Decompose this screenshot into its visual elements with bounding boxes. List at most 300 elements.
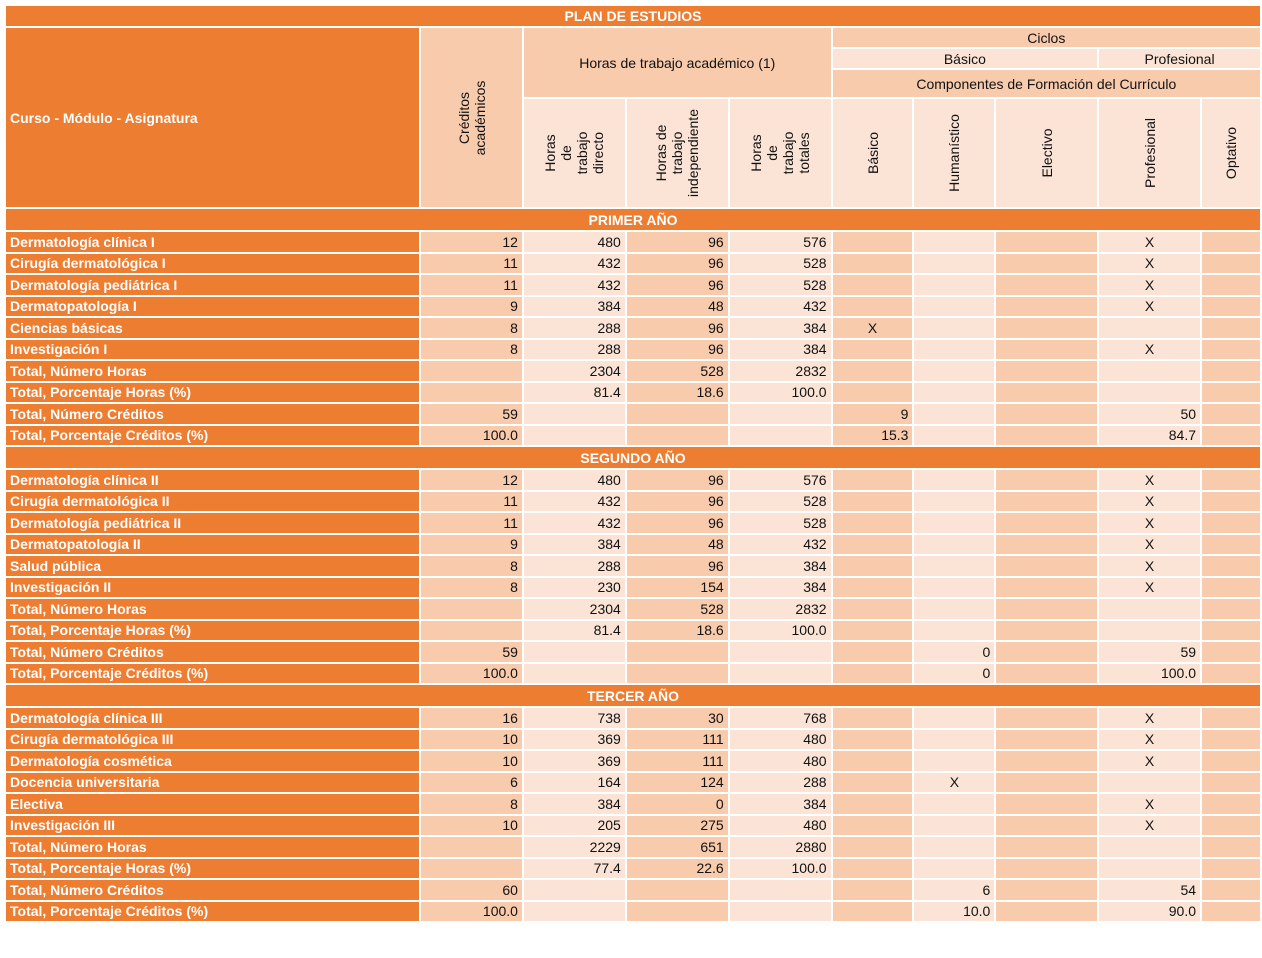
- table-row: [6, 340, 1260, 360]
- table-row: [6, 794, 1260, 814]
- table-cell: 50: [1099, 404, 1200, 424]
- table-cell: [996, 642, 1097, 662]
- subject-label: Cirugía dermatológica I: [6, 254, 419, 274]
- table-cell: [996, 492, 1097, 512]
- study-plan-container: [4, 4, 1262, 923]
- table-cell: [1202, 361, 1260, 381]
- table-cell: [914, 859, 994, 879]
- table-cell: 480: [730, 816, 831, 836]
- subject-label: Dermatopatología II: [6, 535, 419, 555]
- table-cell: [1202, 773, 1260, 793]
- table-cell: 100.0: [730, 383, 831, 403]
- table-cell: 11: [421, 513, 522, 533]
- table-cell: [833, 513, 913, 533]
- table-row: [6, 837, 1260, 857]
- table-cell: 432: [524, 254, 625, 274]
- table-cell: [421, 859, 522, 879]
- table-cell: [914, 426, 994, 446]
- table-cell: [833, 621, 913, 641]
- subject-label: Investigación III: [6, 816, 419, 836]
- table-cell: [996, 232, 1097, 252]
- table-cell: 60: [421, 880, 522, 900]
- table-cell: [833, 254, 913, 274]
- table-cell: [996, 794, 1097, 814]
- subject-label: Salud pública: [6, 556, 419, 576]
- table-cell: [1202, 578, 1260, 598]
- table-cell: [996, 621, 1097, 641]
- table-cell: [833, 859, 913, 879]
- table-cell: [730, 880, 831, 900]
- table-cell: [833, 837, 913, 857]
- table-cell: 9: [421, 297, 522, 317]
- table-cell: 96: [627, 556, 728, 576]
- table-cell: X: [1099, 254, 1200, 274]
- table-cell: 96: [627, 470, 728, 490]
- table-cell: 288: [730, 773, 831, 793]
- table-cell: [1202, 816, 1260, 836]
- subject-label: Dermatología pediátrica I: [6, 275, 419, 295]
- subject-label: Dermatología clínica I: [6, 232, 419, 252]
- table-cell: [914, 404, 994, 424]
- table-cell: 22.6: [627, 859, 728, 879]
- table-row: [6, 556, 1260, 576]
- table-cell: [730, 664, 831, 684]
- table-cell: 384: [730, 794, 831, 814]
- table-cell: 30: [627, 708, 728, 728]
- table-cell: [1202, 492, 1260, 512]
- table-cell: 0: [914, 642, 994, 662]
- table-cell: 59: [1099, 642, 1200, 662]
- table-cell: [914, 232, 994, 252]
- table-cell: X: [833, 318, 913, 338]
- table-cell: 96: [627, 340, 728, 360]
- cycle-professional-header: Profesional: [1099, 49, 1260, 68]
- table-cell: 2229: [524, 837, 625, 857]
- table-row: [6, 642, 1260, 662]
- hours-direct-header: Horas de trabajo directo: [524, 99, 625, 207]
- table-cell: [1202, 254, 1260, 274]
- table-cell: 384: [524, 794, 625, 814]
- table-cell: [833, 232, 913, 252]
- table-cell: [627, 664, 728, 684]
- table-cell: 6: [914, 880, 994, 900]
- table-cell: [627, 426, 728, 446]
- table-cell: X: [1099, 794, 1200, 814]
- table-cell: 528: [627, 599, 728, 619]
- table-cell: [833, 794, 913, 814]
- table-cell: [524, 642, 625, 662]
- subject-label: Electiva: [6, 794, 419, 814]
- table-cell: 10: [421, 816, 522, 836]
- table-cell: 528: [730, 254, 831, 274]
- section-title: PRIMER AÑO: [6, 209, 1260, 230]
- table-row: [6, 535, 1260, 555]
- table-row: [6, 816, 1260, 836]
- table-cell: 576: [730, 470, 831, 490]
- table-cell: 96: [627, 232, 728, 252]
- table-cell: [833, 902, 913, 922]
- table-cell: [1202, 318, 1260, 338]
- table-cell: 480: [524, 232, 625, 252]
- table-cell: 6: [421, 773, 522, 793]
- study-plan-body: [6, 6, 1260, 921]
- section-header-row: [6, 685, 1260, 706]
- table-cell: [833, 297, 913, 317]
- table-cell: 12: [421, 470, 522, 490]
- table-cell: X: [1099, 275, 1200, 295]
- table-cell: 480: [524, 470, 625, 490]
- table-cell: 48: [627, 535, 728, 555]
- table-cell: [996, 383, 1097, 403]
- component-optional-header: Optativo: [1202, 99, 1260, 207]
- table-cell: 11: [421, 254, 522, 274]
- table-cell: [833, 361, 913, 381]
- table-cell: [996, 730, 1097, 750]
- table-cell: X: [1099, 730, 1200, 750]
- table-cell: 100.0: [730, 859, 831, 879]
- subject-label: Docencia universitaria: [6, 773, 419, 793]
- table-row: [6, 361, 1260, 381]
- table-cell: 384: [524, 297, 625, 317]
- component-basic-header: Básico: [833, 99, 913, 207]
- table-row: [6, 470, 1260, 490]
- table-cell: [833, 816, 913, 836]
- table-cell: 2304: [524, 599, 625, 619]
- table-cell: X: [1099, 470, 1200, 490]
- table-cell: [914, 556, 994, 576]
- table-row: [6, 773, 1260, 793]
- subject-label: Total, Porcentaje Créditos (%): [6, 902, 419, 922]
- table-cell: [421, 361, 522, 381]
- table-cell: [833, 751, 913, 771]
- table-cell: [914, 470, 994, 490]
- subject-label: Dermatología clínica III: [6, 708, 419, 728]
- table-cell: 432: [524, 275, 625, 295]
- table-cell: [1202, 383, 1260, 403]
- table-row: [6, 318, 1260, 338]
- component-elective-header: Electivo: [996, 99, 1097, 207]
- table-cell: [1202, 837, 1260, 857]
- table-cell: 81.4: [524, 383, 625, 403]
- subject-label: Total, Porcentaje Horas (%): [6, 383, 419, 403]
- table-cell: [833, 340, 913, 360]
- table-cell: [1202, 556, 1260, 576]
- table-cell: 528: [730, 513, 831, 533]
- table-row: [6, 426, 1260, 446]
- table-cell: [1202, 426, 1260, 446]
- table-cell: [421, 599, 522, 619]
- table-cell: [1202, 642, 1260, 662]
- subject-label: Cirugía dermatológica II: [6, 492, 419, 512]
- course-header: Curso - Módulo - Asignatura: [6, 28, 419, 207]
- table-cell: [1099, 318, 1200, 338]
- table-row: [6, 664, 1260, 684]
- table-cell: 432: [730, 535, 831, 555]
- table-cell: [996, 361, 1097, 381]
- table-cell: [1202, 470, 1260, 490]
- table-row: [6, 751, 1260, 771]
- table-cell: [833, 470, 913, 490]
- table-cell: 384: [730, 556, 831, 576]
- table-cell: [996, 297, 1097, 317]
- table-cell: [996, 599, 1097, 619]
- table-cell: [914, 361, 994, 381]
- table-cell: X: [1099, 297, 1200, 317]
- subject-label: Investigación I: [6, 340, 419, 360]
- subject-label: Total, Número Horas: [6, 837, 419, 857]
- table-cell: [1202, 664, 1260, 684]
- table-row: [6, 404, 1260, 424]
- table-cell: 432: [524, 492, 625, 512]
- table-cell: [1099, 859, 1200, 879]
- table-cell: 369: [524, 730, 625, 750]
- table-cell: [996, 902, 1097, 922]
- table-cell: [833, 275, 913, 295]
- table-cell: [1202, 859, 1260, 879]
- table-cell: [627, 404, 728, 424]
- table-cell: 154: [627, 578, 728, 598]
- table-cell: [730, 404, 831, 424]
- subject-label: Ciencias básicas: [6, 318, 419, 338]
- table-cell: [833, 708, 913, 728]
- cycles-header: Ciclos: [833, 28, 1260, 47]
- table-cell: 651: [627, 837, 728, 857]
- subject-label: Dermatología clínica II: [6, 470, 419, 490]
- table-cell: [730, 902, 831, 922]
- table-cell: [833, 642, 913, 662]
- table-cell: 164: [524, 773, 625, 793]
- table-cell: 8: [421, 318, 522, 338]
- table-cell: [1099, 383, 1200, 403]
- table-cell: [914, 751, 994, 771]
- table-cell: [996, 470, 1097, 490]
- table-cell: [996, 773, 1097, 793]
- table-cell: 10: [421, 730, 522, 750]
- table-cell: X: [1099, 816, 1200, 836]
- table-cell: 96: [627, 254, 728, 274]
- table-cell: [627, 880, 728, 900]
- table-cell: [1099, 621, 1200, 641]
- table-cell: [1202, 751, 1260, 771]
- table-cell: [1099, 837, 1200, 857]
- table-cell: 100.0: [421, 426, 522, 446]
- table-cell: 15.3: [833, 426, 913, 446]
- table-row: [6, 880, 1260, 900]
- table-cell: 2880: [730, 837, 831, 857]
- table-cell: [1202, 275, 1260, 295]
- table-cell: [996, 404, 1097, 424]
- table-cell: 2304: [524, 361, 625, 381]
- table-cell: [833, 773, 913, 793]
- table-cell: [996, 426, 1097, 446]
- table-cell: X: [1099, 232, 1200, 252]
- table-cell: [914, 275, 994, 295]
- table-cell: 100.0: [421, 902, 522, 922]
- table-cell: [996, 513, 1097, 533]
- table-cell: [730, 426, 831, 446]
- table-cell: [1202, 794, 1260, 814]
- table-cell: [914, 340, 994, 360]
- table-cell: 205: [524, 816, 625, 836]
- table-cell: 18.6: [627, 383, 728, 403]
- table-cell: [524, 902, 625, 922]
- table-cell: X: [1099, 556, 1200, 576]
- table-cell: 90.0: [1099, 902, 1200, 922]
- table-row: [6, 708, 1260, 728]
- table-cell: [996, 318, 1097, 338]
- table-row: [6, 599, 1260, 619]
- table-cell: 384: [730, 578, 831, 598]
- table-cell: 230: [524, 578, 625, 598]
- table-cell: [1202, 599, 1260, 619]
- table-cell: 10.0: [914, 902, 994, 922]
- table-cell: [914, 254, 994, 274]
- table-cell: 275: [627, 816, 728, 836]
- table-cell: [833, 383, 913, 403]
- subject-label: Total, Número Créditos: [6, 642, 419, 662]
- subject-label: Total, Número Horas: [6, 361, 419, 381]
- table-cell: [524, 426, 625, 446]
- hours-group-header: Horas de trabajo académico (1): [524, 28, 831, 97]
- table-cell: [1202, 404, 1260, 424]
- table-cell: X: [1099, 535, 1200, 555]
- table-cell: 2832: [730, 599, 831, 619]
- table-cell: 480: [730, 751, 831, 771]
- table-cell: [996, 275, 1097, 295]
- table-cell: [1099, 361, 1200, 381]
- table-cell: 528: [730, 492, 831, 512]
- table-cell: 77.4: [524, 859, 625, 879]
- table-row: [6, 492, 1260, 512]
- hours-independent-header: Horas de trabajo independiente: [627, 99, 728, 207]
- table-cell: 96: [627, 513, 728, 533]
- table-cell: [833, 664, 913, 684]
- table-cell: [833, 730, 913, 750]
- table-cell: 480: [730, 730, 831, 750]
- table-cell: [996, 837, 1097, 857]
- subject-label: Dermatología pediátrica II: [6, 513, 419, 533]
- table-cell: 768: [730, 708, 831, 728]
- subject-label: Dermatología cosmética: [6, 751, 419, 771]
- table-cell: [1202, 880, 1260, 900]
- table-cell: [996, 751, 1097, 771]
- table-cell: [524, 880, 625, 900]
- table-cell: [730, 642, 831, 662]
- table-cell: 288: [524, 318, 625, 338]
- subject-label: Total, Número Horas: [6, 599, 419, 619]
- table-cell: [1202, 730, 1260, 750]
- table-cell: [1099, 773, 1200, 793]
- table-cell: [914, 816, 994, 836]
- table-cell: [914, 794, 994, 814]
- table-cell: 11: [421, 492, 522, 512]
- credits-header: Créditos académicos: [421, 28, 522, 207]
- table-cell: X: [914, 773, 994, 793]
- table-cell: [914, 621, 994, 641]
- table-cell: X: [1099, 751, 1200, 771]
- table-cell: 2832: [730, 361, 831, 381]
- table-cell: 0: [914, 664, 994, 684]
- table-cell: [914, 513, 994, 533]
- table-cell: [914, 599, 994, 619]
- table-cell: 0: [627, 794, 728, 814]
- table-cell: 576: [730, 232, 831, 252]
- table-cell: [524, 404, 625, 424]
- table-cell: [1202, 297, 1260, 317]
- components-header: Componentes de Formación del Currículo: [833, 70, 1260, 97]
- table-cell: 8: [421, 340, 522, 360]
- table-cell: [627, 642, 728, 662]
- subject-label: Cirugía dermatológica III: [6, 730, 419, 750]
- table-cell: 288: [524, 340, 625, 360]
- subject-label: Total, Número Créditos: [6, 404, 419, 424]
- table-cell: 528: [730, 275, 831, 295]
- table-cell: 384: [730, 340, 831, 360]
- table-cell: 96: [627, 275, 728, 295]
- subject-label: Total, Porcentaje Créditos (%): [6, 664, 419, 684]
- table-cell: X: [1099, 492, 1200, 512]
- hours-total-header: Horas de trabajo totales: [730, 99, 831, 207]
- table-row: [6, 383, 1260, 403]
- table-cell: 81.4: [524, 621, 625, 641]
- table-cell: 10: [421, 751, 522, 771]
- table-cell: 48: [627, 297, 728, 317]
- table-cell: 111: [627, 751, 728, 771]
- table-cell: [996, 340, 1097, 360]
- table-cell: [833, 880, 913, 900]
- section-header-row: [6, 447, 1260, 468]
- table-cell: 8: [421, 556, 522, 576]
- table-cell: [1202, 535, 1260, 555]
- component-humanistic-header: Humanístico: [914, 99, 994, 207]
- table-cell: 100.0: [1099, 664, 1200, 684]
- table-cell: 9: [421, 535, 522, 555]
- table-row: [6, 902, 1260, 922]
- table-cell: 8: [421, 794, 522, 814]
- table-cell: 111: [627, 730, 728, 750]
- table-cell: [524, 664, 625, 684]
- table-cell: 16: [421, 708, 522, 728]
- table-cell: 288: [524, 556, 625, 576]
- subject-label: Total, Porcentaje Créditos (%): [6, 426, 419, 446]
- table-row: [6, 275, 1260, 295]
- table-cell: [996, 880, 1097, 900]
- table-cell: [996, 664, 1097, 684]
- table-cell: [996, 556, 1097, 576]
- table-cell: 100.0: [730, 621, 831, 641]
- table-cell: [914, 535, 994, 555]
- table-cell: 738: [524, 708, 625, 728]
- table-cell: [914, 837, 994, 857]
- table-cell: [996, 708, 1097, 728]
- table-cell: 84.7: [1099, 426, 1200, 446]
- table-row: [6, 621, 1260, 641]
- table-cell: [996, 816, 1097, 836]
- section-title: TERCER AÑO: [6, 685, 1260, 706]
- table-cell: 432: [730, 297, 831, 317]
- table-cell: [996, 578, 1097, 598]
- table-cell: X: [1099, 578, 1200, 598]
- table-cell: [833, 599, 913, 619]
- table-cell: [996, 859, 1097, 879]
- table-cell: [1202, 232, 1260, 252]
- table-cell: [1202, 621, 1260, 641]
- table-cell: 384: [730, 318, 831, 338]
- table-cell: [914, 318, 994, 338]
- table-cell: X: [1099, 513, 1200, 533]
- table-cell: 432: [524, 513, 625, 533]
- table-cell: [1202, 340, 1260, 360]
